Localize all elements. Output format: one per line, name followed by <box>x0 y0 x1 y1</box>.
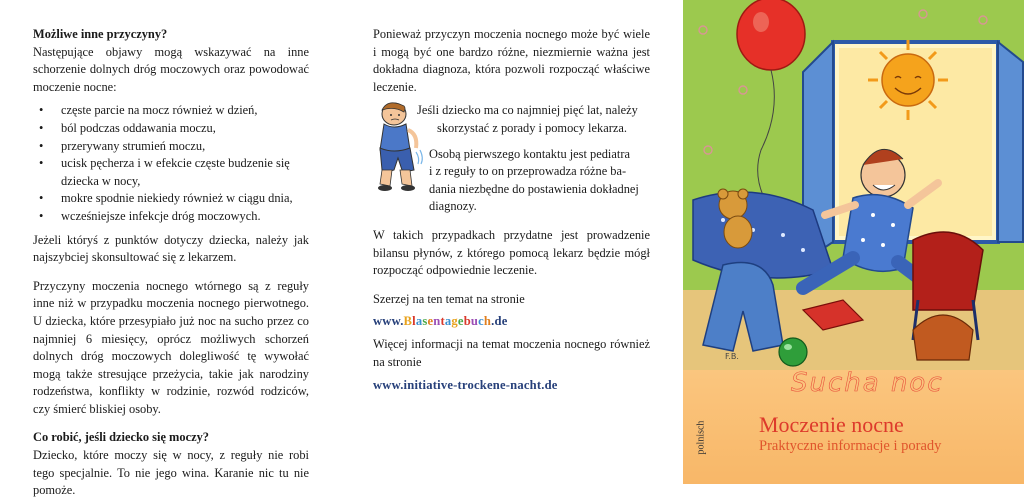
link-blasentagebuch[interactable] <box>373 313 650 331</box>
link-letter: n <box>433 314 441 329</box>
paragraph-age-line2: skorzystać z porady i pomocy lekarza. <box>437 120 627 135</box>
paragraph-secondary-causes: Przyczyny moczenia nocnego wtórnego są z reguły inne niż w przypadku moczenia nocnego pierwotnego. U dziecka, które przesypiało już noc na sucho przez co najmniej 6 miesięcy, oprócz możliwych schorzeń dolnych dróg moczowych dolegliwość tę wywołać mogą także stresujące przeżycia, takie jak narodziny rodzeństwa, konflikty w rodzinie, rozwód rodziców, czy śmierć bliskiej osoby. <box>33 278 309 416</box>
paragraph-consult-doctor: Jeżeli któryś z punktów dotyczy dziecka, należy jak najszybciej skonsultować się z lekarzem. <box>33 232 309 265</box>
list-item: • przerywany strumień moczu, <box>61 138 309 156</box>
list-item: • ból podczas oddawania moczu, <box>61 120 309 138</box>
worried-child-illustration <box>372 100 428 192</box>
paragraph-diagnosis: Ponieważ przyczyn moczenia nocnego może być wiele i mogą być one bardzo różne, niezmiernie ważna jest dokładna diagnoza, która pozwoli rozpocząć właściwe leczenie. <box>373 27 650 94</box>
cover-script-title: Sucha noc <box>791 368 944 398</box>
cover-subtitle: Praktyczne informacje i porady <box>759 438 942 454</box>
link-letter: t <box>440 314 445 329</box>
paragraph-pediatrician-line2: i z reguły to on przeprowadza różne ba- <box>429 164 627 179</box>
list-item: • ucisk pęcherza i w efekcie częste budzenie się dziecka w nocy, <box>61 155 309 190</box>
link-letter: e <box>427 314 434 329</box>
link-letter: g <box>451 314 458 329</box>
list-item: • częste parcie na mocz również w dzień, <box>61 102 309 120</box>
link-letter: e <box>457 314 464 329</box>
cover-title: Moczenie nocne <box>759 412 904 437</box>
link-letter: l <box>412 314 416 329</box>
link-letter: s <box>422 314 428 329</box>
list-item: • mokre spodnie niekiedy również w ciągu dnia, <box>61 190 309 208</box>
paragraph-fluid-balance: W takich przypadkach przydatne jest prowadzenie bilansu płynów, z którego pomocą lekarz będzie mógł rozpocząć odpowiednie leczenie. <box>373 227 650 278</box>
paragraph-pediatrician-line1: Osobą pierwszego kontaktu jest pediatra <box>429 146 630 161</box>
heading-other-causes: Możliwe inne przyczyny? <box>33 27 168 41</box>
heading-what-to-do: Co robić, jeśli dziecko się moczy? <box>33 430 209 445</box>
artist-signature: F.B. <box>725 352 739 361</box>
column-left <box>33 26 309 500</box>
paragraph-not-childs-fault: Dziecko, które moczy się w nocy, z reguły nie robi tego specjalnie. To nie jego wina. Karanie nic tu nie pomoże. <box>33 448 309 498</box>
link-initiative-trockene-nacht[interactable]: www.initiative-trockene-nacht.de <box>373 378 558 393</box>
link-suffix: .de <box>491 314 508 329</box>
paragraph-pediatrician-line3: dania niezbędne do postawienia dokładnej <box>429 181 639 196</box>
link-letter: a <box>444 314 452 329</box>
paragraph-age-line1: Jeśli dziecko ma co najmniej pięć lat, należy <box>417 103 638 118</box>
link-letter: u <box>470 314 479 329</box>
link-rainbow-letters <box>404 314 492 328</box>
list-item: • wcześniejsze infekcje dróg moczowych. <box>61 208 309 226</box>
paragraph-pediatrician-line4: diagnozy. <box>429 199 477 214</box>
link-letter: c <box>478 314 484 329</box>
link-letter: h <box>483 314 492 329</box>
link-letter: a <box>415 314 423 329</box>
paragraph-symptoms-intro: Następujące objawy mogą wskazywać na inne schorzenie dolnych dróg moczowych oraz powodować moczenie nocne: <box>33 44 309 94</box>
symptom-list <box>33 102 309 225</box>
paragraph-more-on-site: Szerzej na ten temat na stronie <box>373 291 525 306</box>
link-letter: b <box>463 314 471 329</box>
column-middle <box>373 26 650 395</box>
paragraph-more-info: Więcej informacji na temat moczenia nocnego również na stronie <box>373 336 650 369</box>
link-letter: B <box>403 314 413 329</box>
language-label: polnisch <box>695 420 707 455</box>
link-prefix: www. <box>373 314 404 329</box>
cover-panel <box>683 0 1024 484</box>
